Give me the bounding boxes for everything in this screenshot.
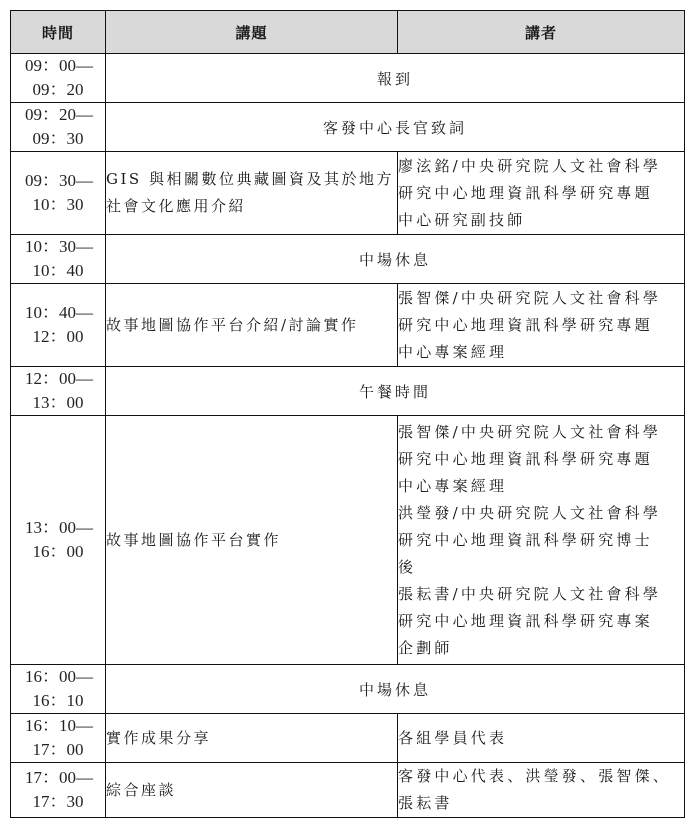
table-row bbox=[11, 416, 685, 665]
table-row bbox=[11, 763, 685, 818]
table-row bbox=[11, 714, 685, 763]
speaker-cell bbox=[398, 714, 685, 763]
header-topic: 講題 bbox=[106, 11, 398, 54]
time-cell bbox=[11, 763, 106, 818]
time-end: 10：30 bbox=[32, 195, 84, 214]
table-row bbox=[11, 103, 685, 152]
time-start: 10：40— bbox=[25, 303, 93, 322]
speaker-cell bbox=[398, 416, 685, 665]
speaker-line: 後 bbox=[398, 557, 417, 576]
time-end: 16：00 bbox=[32, 542, 84, 561]
time-start: 09：20— bbox=[25, 105, 93, 124]
speaker-line: 研究中心地理資訊科學研究專題 bbox=[398, 315, 653, 334]
topic-cell: 綜合座談 bbox=[106, 763, 398, 818]
time-cell bbox=[11, 714, 106, 763]
time-cell bbox=[11, 152, 106, 235]
time-end: 17：00 bbox=[32, 740, 84, 759]
session-label: 中場休息 bbox=[106, 665, 685, 714]
time-start: 13：00— bbox=[25, 518, 93, 537]
time-cell bbox=[11, 54, 106, 103]
time-cell bbox=[11, 103, 106, 152]
speaker-line: 張耘書 bbox=[398, 794, 453, 812]
time-end: 09：30 bbox=[32, 129, 84, 148]
time-end: 10：40 bbox=[32, 261, 84, 280]
header-time: 時間 bbox=[11, 11, 106, 54]
speaker-line: 張智傑/中央研究院人文社會科學 bbox=[398, 288, 662, 307]
time-start: 16：00— bbox=[25, 667, 93, 686]
table-row bbox=[11, 152, 685, 235]
time-end: 13：00 bbox=[32, 393, 84, 412]
speaker-cell bbox=[398, 284, 685, 367]
table-row bbox=[11, 235, 685, 284]
speaker-line: 研究中心地理資訊科學研究專案 bbox=[398, 611, 653, 630]
header-row bbox=[11, 11, 685, 54]
time-end: 17：30 bbox=[32, 792, 84, 811]
time-cell bbox=[11, 284, 106, 367]
speaker-line: 張智傑/中央研究院人文社會科學 bbox=[398, 422, 662, 441]
session-label: 客發中心長官致詞 bbox=[106, 103, 685, 152]
speaker-cell bbox=[398, 763, 685, 818]
time-cell bbox=[11, 367, 106, 416]
speaker-line: 張耘書/中央研究院人文社會科學 bbox=[398, 584, 662, 603]
speaker-line: 廖泫銘/中央研究院人文社會科學 bbox=[398, 156, 662, 175]
time-start: 16：10— bbox=[25, 716, 93, 735]
table-row bbox=[11, 367, 685, 416]
speaker-line: 洪瑩發/中央研究院人文社會科學 bbox=[398, 503, 662, 522]
speaker-line: 研究中心地理資訊科學研究專題 bbox=[398, 183, 653, 202]
time-start: 09：00— bbox=[25, 56, 93, 75]
session-label: 午餐時間 bbox=[106, 367, 685, 416]
table-row bbox=[11, 284, 685, 367]
time-cell bbox=[11, 665, 106, 714]
speaker-line: 中心專案經理 bbox=[398, 342, 508, 361]
session-label: 報到 bbox=[106, 54, 685, 103]
topic-cell: GIS 與相關數位典藏圖資及其於地方社會文化應用介紹 bbox=[106, 152, 398, 235]
time-end: 12：00 bbox=[32, 327, 84, 346]
speaker-line: 研究中心地理資訊科學研究專題 bbox=[398, 449, 653, 468]
session-label: 中場休息 bbox=[106, 235, 685, 284]
time-start: 17：00— bbox=[25, 768, 93, 787]
header-speaker: 講者 bbox=[398, 11, 685, 54]
time-cell bbox=[11, 416, 106, 665]
time-cell bbox=[11, 235, 106, 284]
speaker-line: 中心專案經理 bbox=[398, 476, 508, 495]
table-row bbox=[11, 54, 685, 103]
schedule-table bbox=[10, 10, 685, 818]
time-start: 12：00— bbox=[25, 369, 93, 388]
time-end: 16：10 bbox=[32, 691, 84, 710]
topic-cell: 實作成果分享 bbox=[106, 714, 398, 763]
topic-cell: 故事地圖協作平台介紹/討論實作 bbox=[106, 284, 398, 367]
time-start: 09：30— bbox=[25, 171, 93, 190]
time-start: 10：30— bbox=[25, 237, 93, 256]
speaker-line: 客發中心代表、洪瑩發、張智傑、 bbox=[398, 767, 672, 785]
table-row bbox=[11, 665, 685, 714]
speaker-line: 研究中心地理資訊科學研究博士 bbox=[398, 530, 653, 549]
speaker-line: 企劃師 bbox=[398, 638, 453, 657]
speaker-line: 各組學員代表 bbox=[398, 728, 508, 747]
speaker-cell bbox=[398, 152, 685, 235]
topic-cell: 故事地圖協作平台實作 bbox=[106, 416, 398, 665]
time-end: 09：20 bbox=[32, 80, 84, 99]
speaker-line: 中心研究副技師 bbox=[398, 210, 526, 229]
